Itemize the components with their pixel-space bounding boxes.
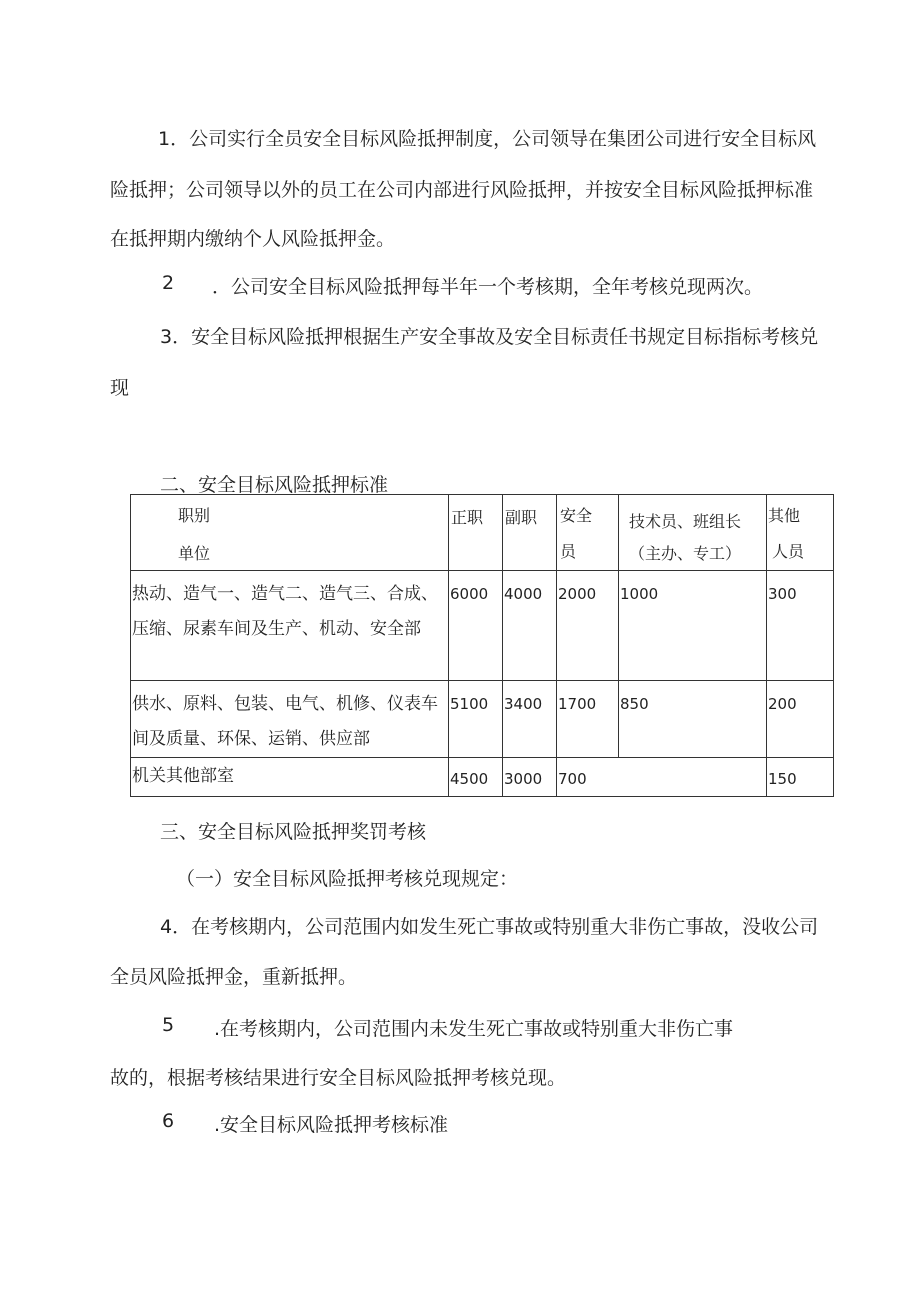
paragraph-4-line-1: 4．在考核期内，公司范围内如发生死亡事故或特别重大非伤亡事故，没收公司 bbox=[160, 916, 819, 938]
value-cell bbox=[503, 681, 557, 758]
paragraph-5-line-1: .在考核期内，公司范围内未发生死亡事故或特别重大非伤亡事 bbox=[214, 1018, 734, 1040]
value-text: 200 bbox=[768, 695, 797, 713]
value-text: 1700 bbox=[558, 695, 597, 713]
value-text: 150 bbox=[768, 769, 797, 788]
unit-text: 机关其他部室 bbox=[132, 765, 234, 786]
value-cell bbox=[767, 681, 834, 758]
value-text: 300 bbox=[768, 585, 797, 603]
value-cell bbox=[767, 571, 834, 681]
paragraph-2-number: 2 bbox=[162, 272, 175, 294]
header-cell-deputy bbox=[503, 495, 557, 571]
value-text: 4000 bbox=[504, 585, 543, 603]
unit-text: 热动、造气一、造气二、造气三、合成、压缩、尿素车间及生产、机动、安全部 bbox=[132, 584, 438, 639]
unit-text: 供水、原料、包装、电气、机修、仪表车间及质量、环保、运销、供应部 bbox=[132, 694, 438, 749]
table-header-row bbox=[131, 495, 834, 571]
value-text: 700 bbox=[558, 769, 587, 788]
header-technician-label-line2: （主办、专工） bbox=[629, 544, 742, 563]
header-chief-label: 正职 bbox=[451, 508, 484, 527]
paragraph-6-number: 6 bbox=[162, 1110, 175, 1132]
unit-cell bbox=[131, 571, 449, 681]
paragraph-5-number: 5 bbox=[162, 1014, 175, 1036]
value-text: 3400 bbox=[504, 695, 543, 713]
value-text: 6000 bbox=[450, 585, 489, 603]
header-cell-technician bbox=[619, 495, 767, 571]
value-text: 3000 bbox=[504, 769, 543, 788]
header-position-label: 职别 bbox=[178, 506, 211, 525]
paragraph-5-line-2: 故的，根据考核结果进行安全目标风险抵押考核兑现。 bbox=[110, 1067, 567, 1089]
header-cell-chief bbox=[449, 495, 503, 571]
value-cell bbox=[503, 757, 557, 796]
paragraph-3-line-1: 3．安全目标风险抵押根据生产安全事故及安全目标责任书规定目标指标考核兑 bbox=[160, 326, 819, 348]
unit-cell bbox=[131, 757, 449, 796]
paragraph-1-line-1: 1．公司实行全员安全目标风险抵押制度，公司领导在集团公司进行安全目标风 bbox=[158, 128, 817, 150]
header-others-label-line2: 人员 bbox=[772, 542, 805, 561]
header-deputy-label: 副职 bbox=[505, 508, 538, 527]
value-text: 5100 bbox=[450, 695, 489, 713]
value-cell bbox=[767, 757, 834, 796]
value-cell bbox=[557, 571, 619, 681]
paragraph-6-text: .安全目标风险抵押考核标准 bbox=[214, 1114, 449, 1136]
header-cell-safety-officer bbox=[557, 495, 619, 571]
value-cell-merged bbox=[557, 757, 767, 796]
unit-cell bbox=[131, 681, 449, 758]
value-cell bbox=[449, 571, 503, 681]
value-cell bbox=[619, 681, 767, 758]
value-text: 850 bbox=[620, 695, 649, 713]
header-technician-label-line1: 技术员、班组长 bbox=[629, 512, 742, 531]
header-safety-label-line2: 员 bbox=[560, 542, 577, 561]
table-row bbox=[131, 681, 834, 758]
paragraph-2-text: ．公司安全目标风险抵押每半年一个考核期，全年考核兑现两次。 bbox=[212, 276, 764, 298]
value-cell bbox=[449, 757, 503, 796]
header-others-label-line1: 其他 bbox=[768, 506, 801, 525]
value-text: 4500 bbox=[450, 769, 489, 788]
deposit-standard-table bbox=[130, 494, 834, 797]
value-cell bbox=[619, 571, 767, 681]
section-3-heading: 三、安全目标风险抵押奖罚考核 bbox=[160, 821, 427, 843]
table-row bbox=[131, 571, 834, 681]
value-cell bbox=[557, 681, 619, 758]
value-cell bbox=[503, 571, 557, 681]
value-cell bbox=[449, 681, 503, 758]
corner-header-cell bbox=[131, 495, 449, 571]
header-unit-label: 单位 bbox=[178, 544, 211, 563]
paragraph-4-line-2: 全员风险抵押金，重新抵押。 bbox=[110, 966, 358, 988]
value-text: 2000 bbox=[558, 585, 597, 603]
table-row bbox=[131, 757, 834, 796]
paragraph-3-line-2: 现 bbox=[110, 377, 130, 399]
paragraph-1-line-3: 在抵押期内缴纳个人风险抵押金。 bbox=[110, 228, 396, 250]
sub-heading-1: （一）安全目标风险抵押考核兑现规定： bbox=[176, 868, 519, 890]
value-text: 1000 bbox=[620, 585, 659, 603]
section-2-heading: 二、安全目标风险抵押标准 bbox=[160, 474, 389, 496]
header-cell-others bbox=[767, 495, 834, 571]
header-safety-label-line1: 安全 bbox=[560, 506, 593, 525]
paragraph-1-line-2: 险抵押；公司领导以外的员工在公司内部进行风险抵押，并按安全目标风险抵押标准 bbox=[110, 179, 814, 201]
